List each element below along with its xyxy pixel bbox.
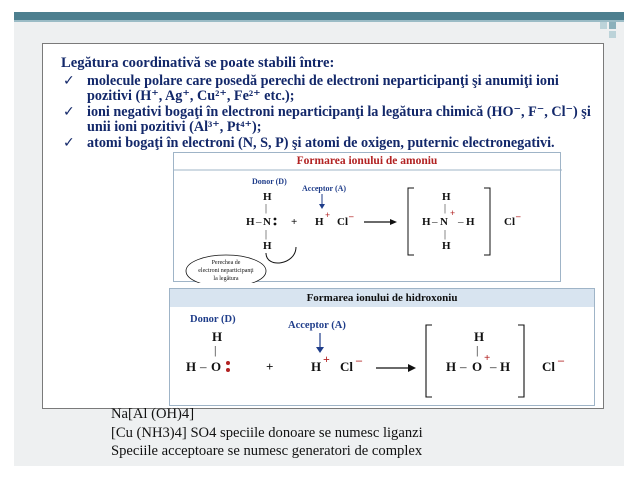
ammonium-product-bond: –	[458, 216, 464, 228]
ammonium-h-charge: +	[325, 210, 331, 220]
lone-pair-dot	[226, 368, 230, 372]
checkmark-icon: ✓	[63, 134, 75, 151]
ammonium-bond: |	[265, 203, 268, 214]
hydroxonium-product-cl: Cl	[542, 359, 555, 374]
slide-top-rule	[14, 20, 624, 22]
slide-top-bar	[14, 12, 624, 20]
hydroxonium-product-o-atom: O	[472, 359, 483, 374]
lone-pair-note-line: Perechea de	[211, 260, 241, 266]
ammonium-cl-ion: Cl	[337, 216, 348, 228]
lone-pair-dot	[274, 218, 277, 221]
hydroxonium-product-bond: |	[476, 343, 479, 357]
ammonium-product-bond: |	[444, 229, 447, 240]
decor-square	[609, 31, 616, 38]
ammonium-product-n-atom: N	[440, 216, 448, 228]
hydroxonium-product-charge: +	[484, 352, 491, 364]
ammonium-n-atom: N	[263, 216, 271, 228]
ammonium-diagram	[173, 152, 561, 282]
lone-pair-dot	[274, 223, 277, 226]
decor-square	[609, 22, 616, 29]
ammonium-product-h-left: H	[422, 216, 431, 228]
ammonium-product-bond: –	[432, 216, 438, 228]
decor-square	[600, 22, 607, 29]
ammonium-acceptor-label: Acceptor (A)	[302, 184, 347, 193]
arrow-head-icon	[390, 219, 397, 225]
slide-caption	[111, 405, 423, 461]
caption-line: [Cu (NH3)4] SO4 speciile donoare se numesc liganzi	[111, 424, 423, 441]
right-bracket	[518, 325, 524, 397]
checkmark-icon: ✓	[63, 103, 75, 120]
caption-line: Na[Al (OH)4]	[111, 406, 195, 422]
ammonium-product-cl: Cl	[504, 216, 515, 228]
coordination-bond-text	[61, 56, 601, 151]
bullet-item	[61, 136, 601, 152]
right-bracket	[484, 188, 490, 255]
ammonium-bond: |	[265, 229, 268, 240]
hydroxonium-o-atom: O	[211, 359, 222, 374]
hydroxonium-h-top: H	[212, 329, 223, 344]
bullet-text: atomi bogaţi în electroni (N, S, P) şi atomi de oxigen, puternic electronegativi.	[87, 134, 555, 151]
hydroxonium-bond: |	[214, 343, 217, 357]
bullet-item	[61, 74, 601, 105]
ammonium-cl-charge: –	[349, 211, 354, 221]
hydroxonium-reaction-svg	[170, 289, 596, 407]
hydroxonium-diagram-title: Formarea ionului de hidroxoniu	[170, 289, 594, 307]
hydroxonium-h-charge: +	[323, 352, 330, 366]
hydroxonium-product-h-left: H	[446, 359, 457, 374]
hydroxonium-plus: +	[266, 359, 274, 374]
hydroxonium-product-h-top: H	[474, 329, 485, 344]
ammonium-product-h-bottom: H	[442, 240, 451, 252]
hydroxonium-h-left: H	[186, 359, 197, 374]
hydroxonium-product-bond: –	[490, 359, 497, 374]
left-bracket	[426, 325, 432, 397]
bullet-item	[61, 105, 601, 136]
left-bracket	[408, 188, 414, 255]
hydroxonium-product-cl-charge: –	[558, 353, 564, 367]
ammonium-bond: –	[256, 216, 262, 228]
arrow-head-icon	[408, 364, 416, 372]
ammonium-product-cl-charge: –	[516, 211, 521, 221]
slide-heading: Legătura coordinativă se poate stabili între:	[61, 55, 335, 71]
hydroxonium-donor-label: Donor (D)	[190, 314, 236, 325]
hydroxonium-bond: –	[200, 359, 207, 374]
lone-pair-dot	[226, 361, 230, 365]
ammonium-h-top: H	[263, 191, 272, 203]
ammonium-product-charge: +	[450, 208, 456, 218]
embedded-image-panel	[42, 43, 604, 409]
ammonium-reaction-svg	[174, 153, 562, 283]
hydroxonium-h-ion: H	[311, 359, 322, 374]
ammonium-h-left: H	[246, 216, 255, 228]
hydroxonium-product-h-right: H	[500, 359, 511, 374]
ammonium-product-h-top: H	[442, 191, 451, 203]
ammonium-product-bond: |	[444, 203, 447, 214]
bullet-text: ioni negativi bogaţi în electroni neparticipanţi la legătura chimică (HO⁻, F⁻, Cl⁻) şi unii ioni pozitivi (Al³⁺, Pt⁴⁺);	[87, 103, 591, 135]
checkmark-icon: ✓	[63, 72, 75, 89]
caption-line: Speciile acceptoare se numesc generatori de complex	[111, 443, 423, 459]
hydroxonium-acceptor-label: Acceptor (A)	[288, 320, 346, 331]
hydroxonium-cl-ion: Cl	[340, 359, 353, 374]
ammonium-product-h-right: H	[466, 216, 475, 228]
ammonium-h-ion: H	[315, 216, 324, 228]
ammonium-diagram-title: Formarea ionului de amoniu	[296, 155, 438, 167]
arrow-head-icon	[319, 204, 325, 209]
hydroxonium-cl-charge: –	[356, 353, 362, 367]
lone-pair-note-line: electroni neparticipanţi	[198, 268, 254, 274]
lone-pair-note-line: la legătura	[213, 276, 239, 282]
bullet-text: molecule polare care posedă perechi de electroni neparticipanţi şi anumiţi ioni pozitivi (H⁺, Ag⁺, Cu²⁺, Fe²⁺ etc.);	[87, 72, 559, 104]
ammonium-donor-label: Donor (D)	[252, 177, 287, 186]
ammonium-plus: +	[291, 216, 298, 228]
ammonium-h-bottom: H	[263, 240, 272, 252]
hydroxonium-product-bond: –	[460, 359, 467, 374]
hydroxonium-diagram	[169, 288, 595, 406]
